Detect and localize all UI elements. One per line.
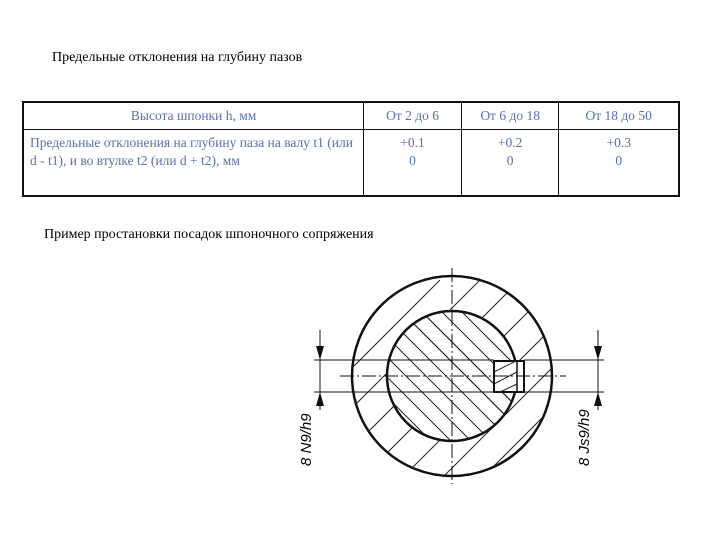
right-arrow-bottom xyxy=(594,392,602,406)
cell-upper-value: +0.2 xyxy=(497,135,523,150)
cell-lower-value: 0 xyxy=(615,153,623,168)
right-dimension-label: 8 Js9/h9 xyxy=(576,409,593,466)
left-dimension-label: 8 N9/h9 xyxy=(298,413,315,466)
header-range-18-50: От 18 до 50 xyxy=(559,102,679,130)
left-dimension-lines xyxy=(314,330,494,410)
cell-upper-value: +0.1 xyxy=(400,135,425,150)
header-range-6-18: От 6 до 18 xyxy=(461,102,559,130)
shaft-hatching xyxy=(380,270,620,540)
row-label-depth-deviation: Предельные отклонения на глубину паза на валу t1 (или d - t1), и во втулке t2 (или d + t2), мм xyxy=(23,130,364,197)
right-dimension-lines xyxy=(524,330,604,410)
cell-lower-value: 0 xyxy=(506,153,514,168)
section-title-fit-example: Пример простановки посадок шпоночного сопряжения xyxy=(44,227,374,242)
header-range-2-6: От 2 до 6 xyxy=(364,102,462,130)
header-key-height: Высота шпонки h, мм xyxy=(23,102,364,130)
section-title-depth-deviations: Предельные отклонения на глубину пазов xyxy=(52,50,303,65)
cell-upper-value: +0.3 xyxy=(606,135,631,150)
left-arrow-top xyxy=(316,346,324,360)
cell-lower-value: 0 xyxy=(409,153,416,168)
left-arrow-bottom xyxy=(316,392,324,406)
right-arrow-top xyxy=(594,346,602,360)
